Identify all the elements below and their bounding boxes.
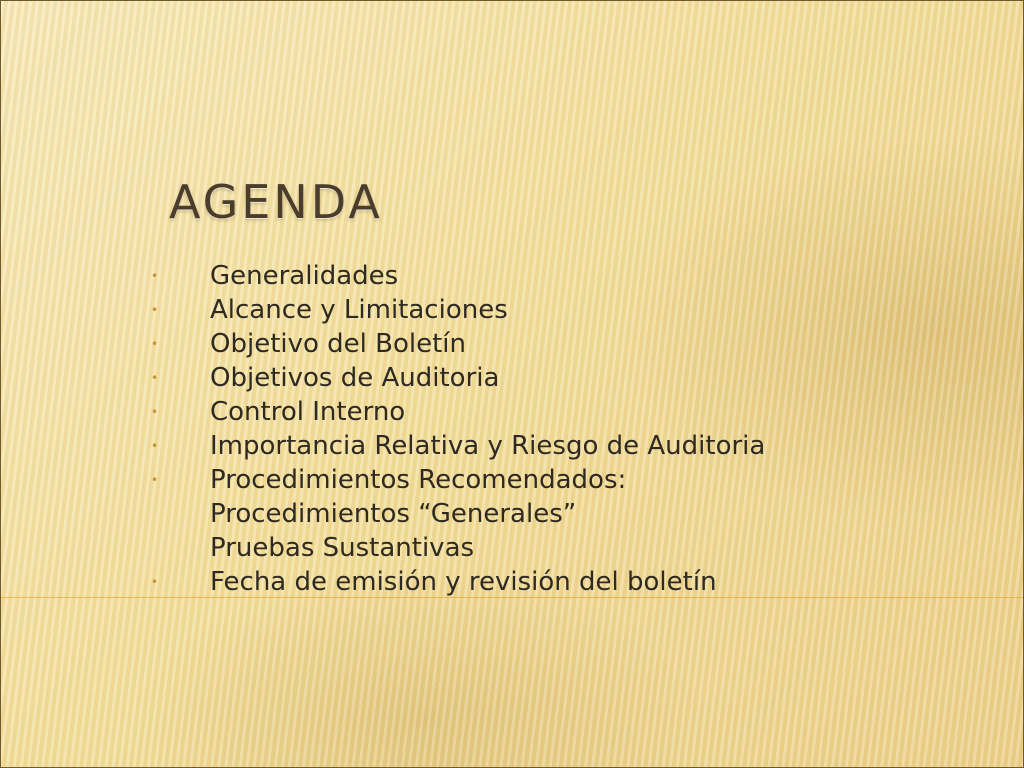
agenda-item xyxy=(151,463,765,565)
agenda-item-label: Alcance y Limitaciones xyxy=(210,295,508,325)
agenda-list xyxy=(151,259,765,599)
agenda-item xyxy=(151,293,765,327)
agenda-item-label: Procedimientos Recomendados: xyxy=(210,465,627,495)
bullet-icon: • xyxy=(151,303,159,317)
accent-divider xyxy=(1,597,1023,598)
agenda-item-label: Control Interno xyxy=(210,397,406,427)
agenda-item-label: Fecha de emisión y revisión del boletín xyxy=(210,567,717,597)
agenda-item-label: Objetivo del Boletín xyxy=(210,329,467,359)
agenda-item xyxy=(151,361,765,395)
agenda-item-label: Generalidades xyxy=(210,261,399,291)
bullet-icon: • xyxy=(151,473,159,487)
agenda-item xyxy=(151,259,765,293)
agenda-subline: Pruebas Sustantivas xyxy=(210,533,475,563)
bullet-icon: • xyxy=(151,405,159,419)
agenda-subline: Procedimientos “Generales” xyxy=(210,499,577,529)
bullet-icon: • xyxy=(151,337,159,351)
bullet-icon: • xyxy=(151,439,159,453)
agenda-item-label: Objetivos de Auditoria xyxy=(210,363,500,393)
agenda-item xyxy=(151,395,765,429)
agenda-item xyxy=(151,327,765,361)
bullet-icon: • xyxy=(151,371,159,385)
agenda-item-label: Importancia Relativa y Riesgo de Auditoria xyxy=(210,431,766,461)
agenda-item xyxy=(151,429,765,463)
bullet-icon: • xyxy=(151,269,159,283)
slide-title: AGENDA xyxy=(169,175,383,229)
bullet-icon: • xyxy=(151,575,159,589)
agenda-item xyxy=(151,565,765,599)
